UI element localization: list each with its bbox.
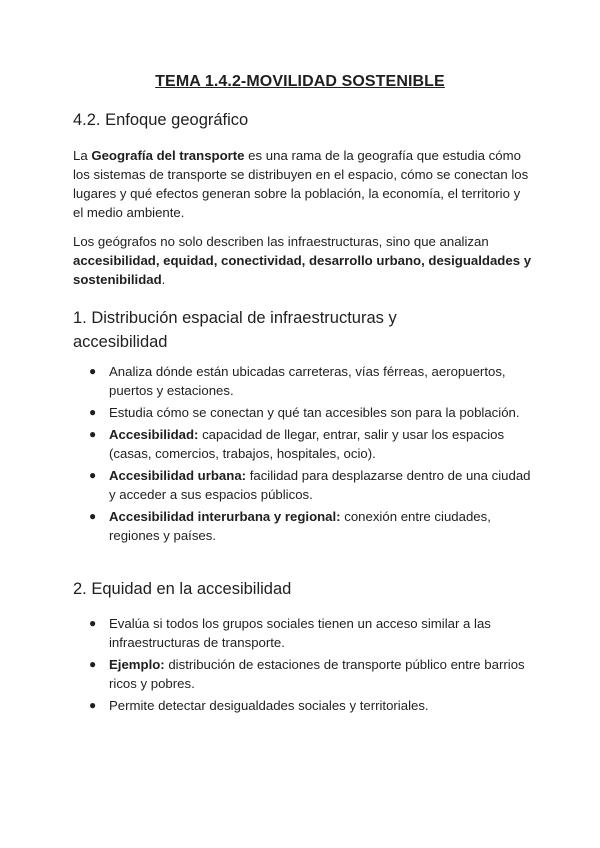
- paragraph-geografia-transporte: [73, 146, 533, 222]
- list-item-text: capacidad de llegar, entrar, salir y usar los espacios (casas, comercios, trabajos, hospitales, ocio).: [109, 427, 505, 461]
- bullet-icon: ●: [89, 405, 97, 419]
- bullet-icon: ●: [89, 657, 97, 671]
- paragraph-bold-terms: accesibilidad, equidad, conectividad, desarrollo urbano, desigualdades y sostenibilidad: [73, 253, 532, 287]
- list-item: [73, 425, 533, 463]
- list-item-text: conexión entre ciudades, regiones y países.: [109, 509, 491, 543]
- section-heading-enfoque: 4.2. Enfoque geográfico: [73, 111, 249, 129]
- paragraph-text: La: [73, 148, 92, 163]
- bullet-icon: ●: [89, 698, 97, 712]
- list-item-text: Estudia cómo se conectan y qué tan accesibles son para la población.: [109, 405, 520, 420]
- list-item: [73, 507, 533, 545]
- list-item-bold-term: Accesibilidad:: [109, 427, 199, 442]
- list-item-text: facilidad para desplazarse dentro de una ciudad y acceder a sus espacios públicos.: [109, 468, 531, 502]
- bullet-list-equidad: [73, 614, 533, 718]
- list-item: [73, 614, 533, 652]
- list-item: [73, 466, 533, 504]
- bullet-icon: ●: [89, 509, 97, 523]
- paragraph-text: .: [161, 272, 166, 287]
- paragraph-bold-term: Geografía del transporte: [91, 148, 245, 163]
- list-item-text: Analiza dónde están ubicadas carreteras, vías férreas, aeropuertos, puertos y estaciones.: [109, 364, 506, 398]
- list-item-bold-term: Ejemplo:: [109, 657, 165, 672]
- bullet-icon: ●: [89, 616, 97, 630]
- bullet-icon: ●: [89, 468, 97, 482]
- list-item: [73, 362, 533, 400]
- list-item-bold-term: Accesibilidad interurbana y regional:: [109, 509, 341, 524]
- document-title: TEMA 1.4.2-MOVILIDAD SOSTENIBLE: [155, 73, 445, 90]
- bullet-list-distribucion: [73, 362, 533, 548]
- bullet-icon: ●: [89, 364, 97, 378]
- list-item-text: Permite detectar desigualdades sociales y territoriales.: [109, 698, 429, 713]
- paragraph-text: es una rama de la geografía que estudia cómo los sistemas de transporte se distribuyen en el espacio, cómo se conectan los lugares y qué efectos generan sobre la población, la economía, el territorio y el medio ambiente.: [73, 148, 529, 220]
- section-heading-distribucion: 1. Distribución espacial de infraestructuras y accesibilidad: [73, 309, 397, 351]
- list-item-bold-term: Accesibilidad urbana:: [109, 468, 247, 483]
- list-item-text: Evalúa si todos los grupos sociales tienen un acceso similar a las infraestructuras de transporte.: [109, 616, 491, 650]
- list-item: [73, 403, 533, 422]
- section-heading-equidad: 2. Equidad en la accesibilidad: [73, 580, 292, 598]
- bullet-icon: ●: [89, 427, 97, 441]
- list-item-text: distribución de estaciones de transporte público entre barrios ricos y pobres.: [109, 657, 525, 691]
- paragraph-text: Los geógrafos no solo describen las infraestructuras, sino que analizan: [73, 234, 489, 249]
- list-item: [73, 655, 533, 693]
- list-item: [73, 696, 533, 715]
- paragraph-geografos: [73, 232, 533, 289]
